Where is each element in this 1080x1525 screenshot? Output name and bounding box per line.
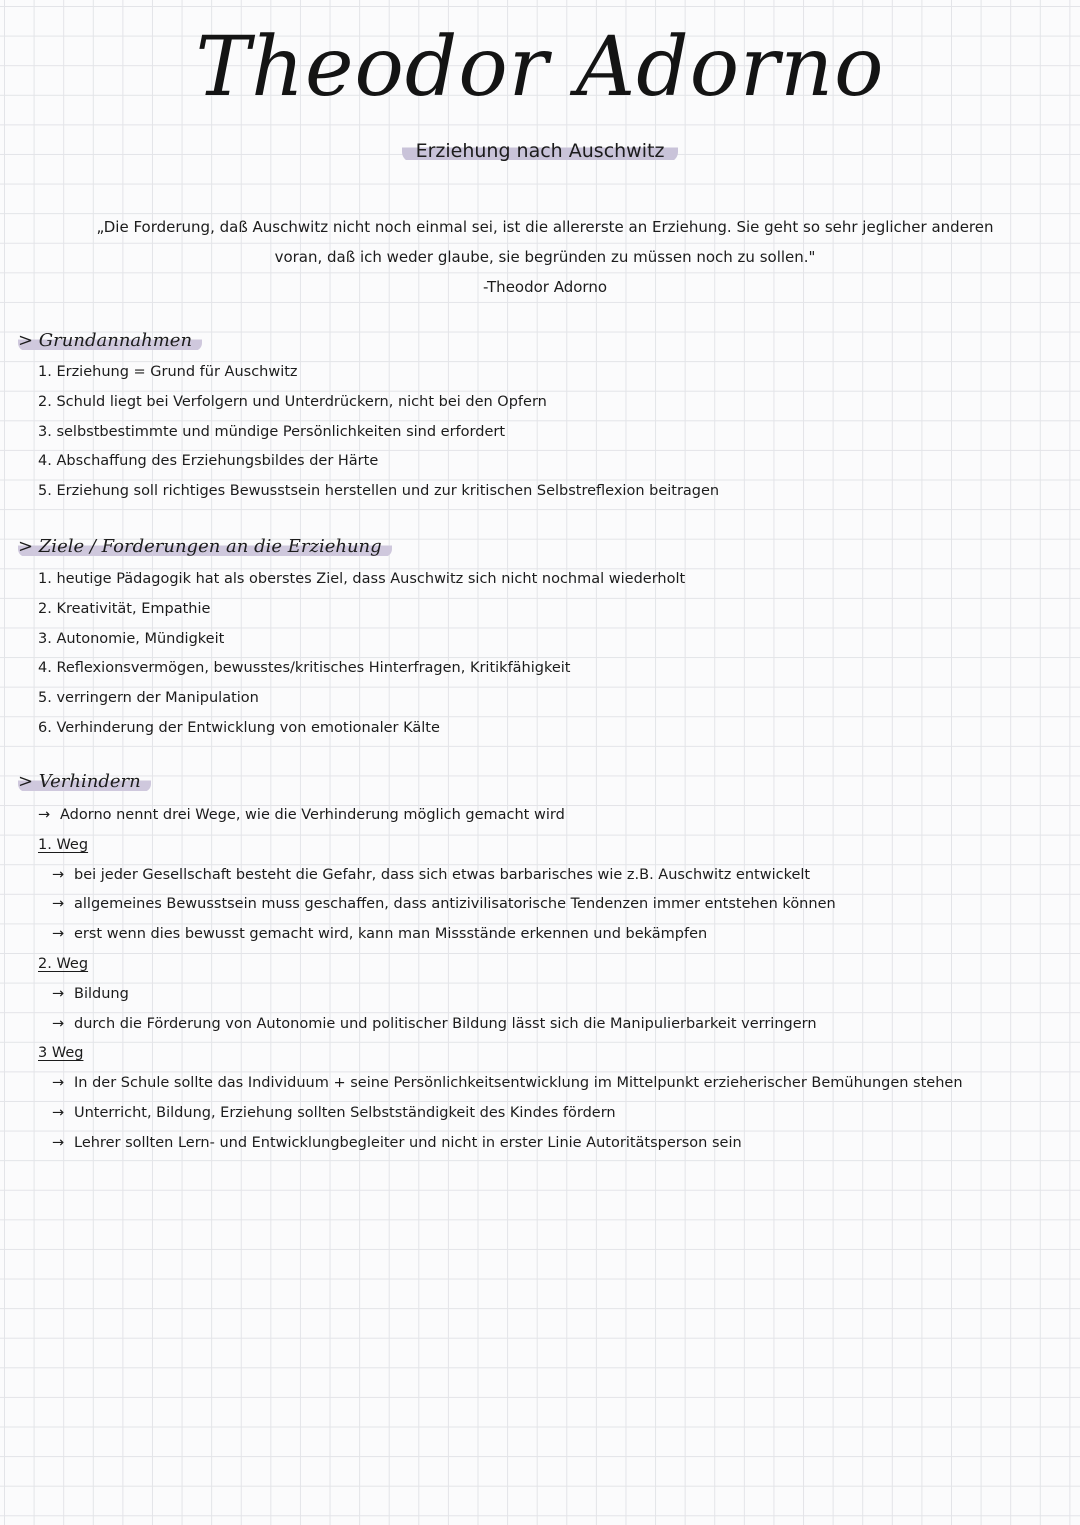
arrow-icon: → xyxy=(52,896,65,913)
list-item xyxy=(38,1129,963,1159)
weg-2-label: 2. Weg xyxy=(38,955,89,972)
list-item xyxy=(38,1069,963,1099)
quote-line-1: „Die Forderung, daß Auschwitz nicht noch einmal sei, ist die allererste an Erziehung. Sie geht so sehr jeglicher anderen xyxy=(96,218,994,236)
list-item: 1. heutige Pädagogik hat als oberstes Ziel, dass Auschwitz sich nicht nochmal wiederholt xyxy=(38,571,686,587)
quote-line-2: voran, daß ich weder glaube, sie begründen zu müssen noch zu sollen." xyxy=(274,248,816,266)
list-item: 2. Schuld liegt bei Verfolgern und Unterdrückern, nicht bei den Opfern xyxy=(38,393,547,410)
list-item: 4. Abschaffung des Erziehungsbildes der Härte xyxy=(38,453,379,470)
weg-1-label: 1. Weg xyxy=(38,836,89,853)
point-text: durch die Förderung von Autonomie und politischer Bildung lässt sich die Manipulierbarkeit verringern xyxy=(74,1015,817,1032)
list-item: 3. selbstbestimmte und mündige Persönlichkeiten sind erfordert xyxy=(38,423,506,440)
arrow-icon: → xyxy=(52,1015,65,1032)
list-item xyxy=(38,890,963,920)
list-item: 1. Erziehung = Grund für Auschwitz xyxy=(38,364,298,380)
point-text: Bildung xyxy=(74,985,129,1002)
section-heading-verhindern: > Verhindern xyxy=(18,771,151,792)
arrow-icon: → xyxy=(52,1075,65,1092)
point-text: Unterricht, Bildung, Erziehung sollten Selbstständigkeit des Kindes fördern xyxy=(74,1104,616,1121)
list-item: 5. verringern der Manipulation xyxy=(38,690,259,707)
list-item xyxy=(38,861,963,891)
point-text: Lehrer sollten Lern- und Entwicklungbegleiter und nicht in erster Linie Autoritätsperson sein xyxy=(74,1134,742,1151)
arrow-icon: → xyxy=(52,1104,65,1121)
list-item xyxy=(38,1099,963,1129)
arrow-icon: → xyxy=(52,985,65,1002)
section-heading-grundannahmen: > Grundannahmen xyxy=(18,330,202,351)
point-text: In der Schule sollte das Individuum + seine Persönlichkeitsentwicklung im Mittelpunkt erzieherischer Bemühungen stehen xyxy=(74,1075,963,1092)
arrow-icon: → xyxy=(52,1134,65,1151)
verhindern-intro: Adorno nennt drei Wege, wie die Verhinderung möglich gemacht wird xyxy=(60,807,565,823)
list-item: 4. Reflexionsvermögen, bewusstes/kritisches Hinterfragen, Kritikfähigkeit xyxy=(38,660,571,677)
list-item: 2. Kreativität, Empathie xyxy=(38,600,211,617)
list-item: 3. Autonomie, Mündigkeit xyxy=(38,630,225,647)
list-item xyxy=(38,980,963,1010)
point-text: erst wenn dies bewusst gemacht wird, kann man Missstände erkennen und bekämpfen xyxy=(74,926,708,943)
page-subtitle: Erziehung nach Auschwitz xyxy=(402,138,679,162)
quote-block xyxy=(40,212,1050,302)
arrow-icon: → xyxy=(52,926,65,943)
quote-author: -Theodor Adorno xyxy=(482,278,608,296)
page-title: Theodor Adorno xyxy=(195,20,885,115)
section-heading-ziele: > Ziele / Forderungen an die Erziehung xyxy=(18,536,392,557)
list-grundannahmen xyxy=(38,358,719,507)
verhindern-block xyxy=(38,801,963,1159)
list-item: 5. Erziehung soll richtiges Bewusstsein herstellen und zur kritischen Selbstreflexion beitragen xyxy=(38,483,720,500)
point-text: bei jeder Gesellschaft besteht die Gefahr, dass sich etwas barbarisches wie z.B. Auschwitz entwickelt xyxy=(74,866,811,883)
subtitle-wrap xyxy=(0,138,1080,162)
list-item xyxy=(38,1010,963,1040)
list-item: 6. Verhinderung der Entwicklung von emotionaler Kälte xyxy=(38,719,440,736)
arrow-icon: → xyxy=(52,866,65,883)
arrow-icon: → xyxy=(38,807,51,823)
list-ziele xyxy=(38,565,685,744)
weg-3-label: 3 Weg xyxy=(38,1045,84,1062)
list-item xyxy=(38,920,963,950)
point-text: allgemeines Bewusstsein muss geschaffen, dass antizivilisatorische Tendenzen immer entstehen können xyxy=(74,896,836,913)
verhindern-intro-row xyxy=(38,801,963,831)
